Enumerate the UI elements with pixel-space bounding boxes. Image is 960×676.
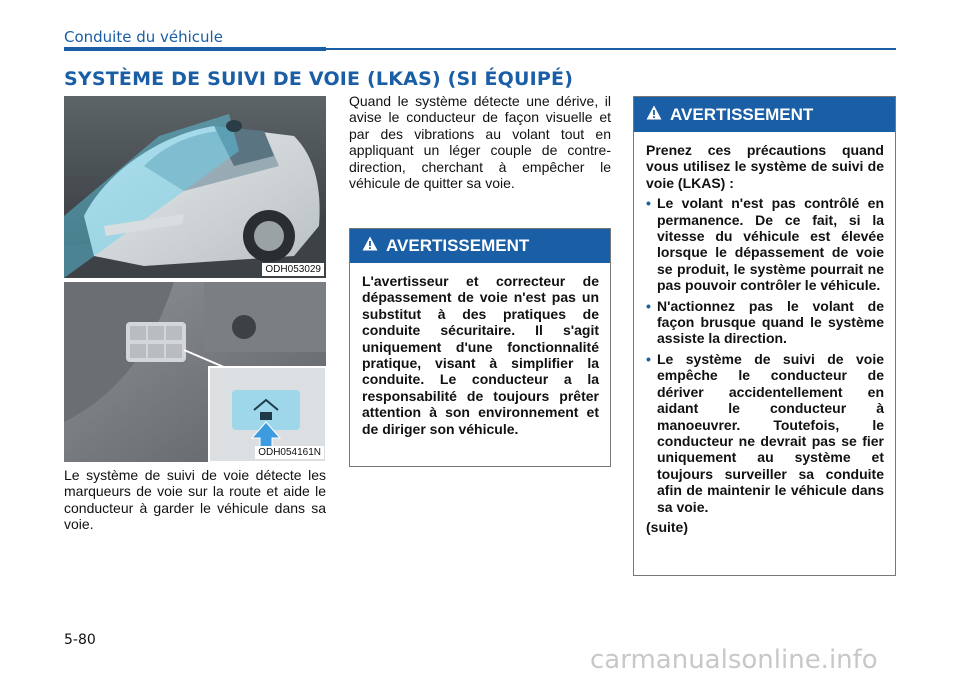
image-code: ODH054161N — [255, 446, 324, 459]
dashboard-button-photo — [64, 282, 326, 462]
warning-title: AVERTISSEMENT — [670, 104, 814, 124]
list-item: • Le système de suivi de voie empêche le conducteur de dériver accidentellement en aidant le conducteur à manoeuvrer. Toutefois, le conducteur ne devrait pas se fier uniquement au système et toujours surveiller sa conduite afin de maintenir le véhicule dans sa voie. — [646, 351, 884, 515]
warning-title: AVERTISSEMENT — [386, 236, 530, 255]
page-heading: SYSTÈME DE SUIVI DE VOIE (LKAS) (SI ÉQUIPÉ) — [64, 68, 574, 90]
header-rule-thick — [64, 47, 326, 51]
warning-body — [634, 132, 895, 545]
warning-triangle-icon — [646, 105, 662, 125]
watermark: carmanualsonline.info — [590, 645, 878, 675]
image-code: ODH053029 — [262, 263, 324, 276]
intro-paragraph: Le système de suivi de voie détecte les marqueurs de voie sur la route et aide le conducteur à garder le véhicule dans sa voie. — [64, 467, 326, 533]
section-title: Conduite du véhicule — [64, 28, 223, 46]
warning-triangle-icon — [362, 236, 378, 256]
drift-paragraph: Quand le système détecte une dérive, il avise le conducteur de façon visuelle et par des vibrations au volant tout en appliquant un léger couple de contre-direction, cherchant à empêcher le véhicule de quitter sa voie. — [349, 93, 611, 192]
list-item: • N'actionnez pas le volant de façon brusque quand le système assiste la direction. — [646, 298, 884, 347]
header-rule-thin — [326, 48, 896, 50]
car-camera-photo — [64, 96, 326, 278]
warning-bullet-list — [646, 195, 884, 515]
warning-box-precautions — [633, 96, 896, 576]
warning-text: L'avertisseur et correcteur de dépassement de voie n'est pas un substitut à des pratiques de conduite sécuritaire. Il s'agit uniquement d'une fonctionnalité pratique, visant à simplifier la conduite. Le conducteur a la responsabilité de toujours prêter attention à son environnement et de diriger son véhicule. — [362, 273, 599, 437]
warning-intro: Prenez ces précautions quand vous utilisez le système de suivi de voie (LKAS) : — [646, 142, 884, 191]
warning-header — [350, 229, 610, 263]
warning-header — [634, 97, 895, 132]
dashboard-illustration — [64, 282, 326, 462]
list-item: • Le volant n'est pas contrôlé en permanence. De ce fait, si la vitesse du véhicule est élevée lorsque le dépassement de voie se produit, le système pourrait ne pas pouvoir contrôler le véhicule. — [646, 195, 884, 293]
page-number: 5-80 — [64, 632, 96, 648]
warning-box-substitute — [349, 228, 611, 467]
car-illustration — [64, 96, 326, 278]
continued-label: (suite) — [646, 518, 688, 535]
